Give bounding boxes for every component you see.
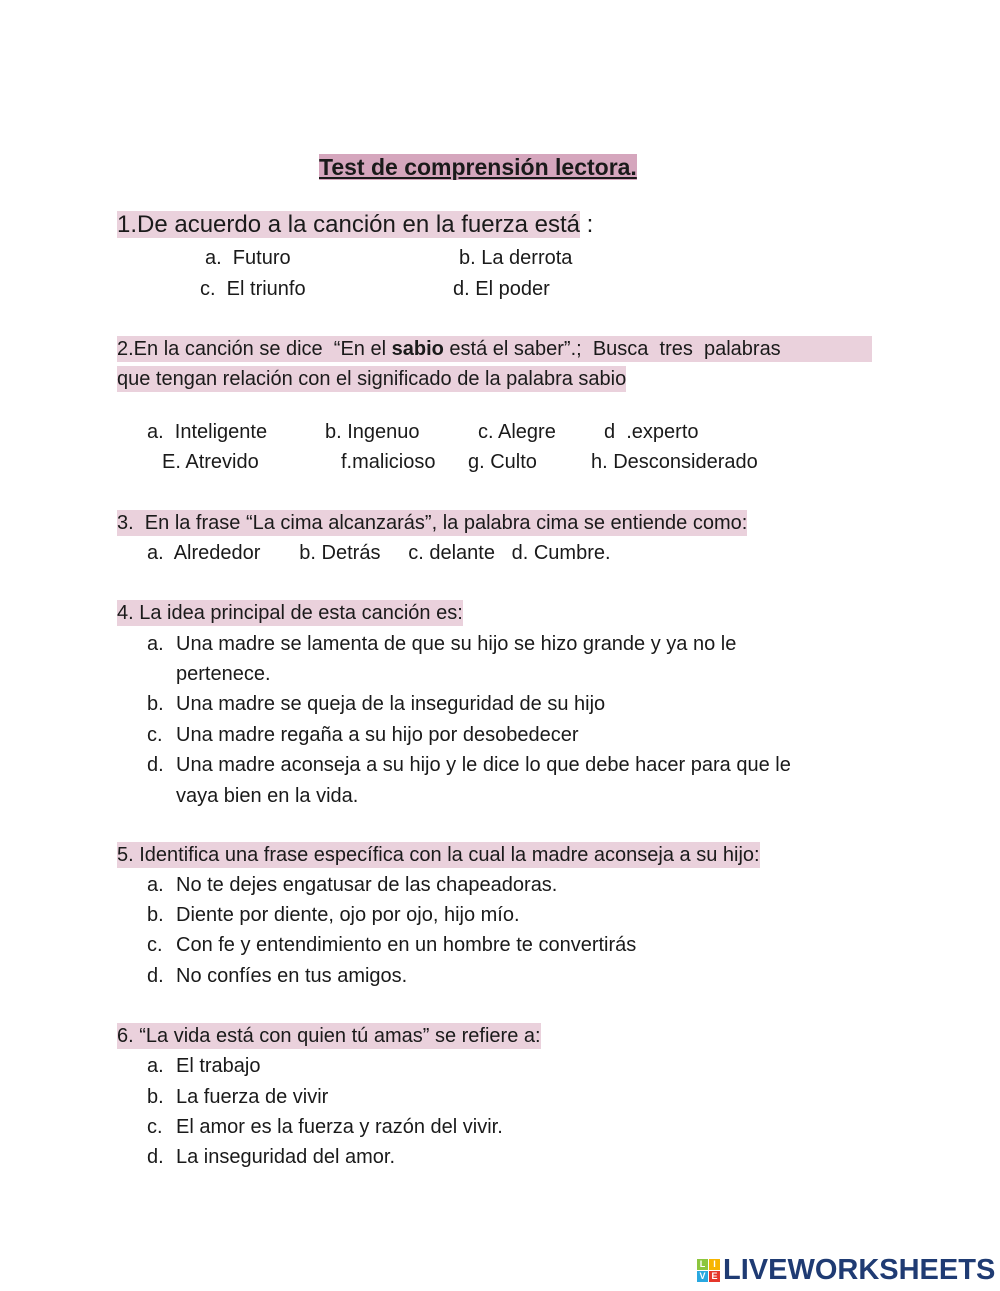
option[interactable]: Una madre aconseja a su hijo y le dice lo que debe hacer para que le [176, 754, 791, 776]
option-letter: a. [147, 633, 164, 655]
option-letter: d. [147, 965, 164, 987]
question-2 [117, 336, 872, 362]
option[interactable]: g. Culto [468, 451, 537, 473]
question-4: 4. La idea principal de esta canción es: [117, 602, 463, 624]
question-3-options[interactable]: a. Alrededor b. Detrás c. delante d. Cumbre. [147, 542, 611, 564]
option[interactable]: No te dejes engatusar de las chapeadoras. [176, 874, 558, 896]
option[interactable]: b. Ingenuo [325, 421, 420, 443]
page-title: Test de comprensión lectora. [319, 154, 637, 180]
question-3: 3. En la frase “La cima alcanzarás”, la palabra cima se entiende como: [117, 512, 748, 534]
question-1-colon: : [579, 211, 594, 238]
option[interactable]: h. Desconsiderado [591, 451, 758, 473]
logo-block: V [697, 1271, 708, 1282]
option-letter: c. [147, 934, 163, 956]
option-letter: a. [147, 874, 164, 896]
option[interactable]: a. Inteligente [147, 421, 268, 443]
logo-text: LIVEWORKSHEETS [723, 1254, 996, 1286]
option[interactable]: b. La derrota [459, 247, 573, 269]
question-1 [117, 210, 593, 240]
option-letter: c. [147, 724, 163, 746]
option[interactable]: c. Alegre [478, 421, 556, 443]
logo-block: L [697, 1259, 708, 1270]
option-letter: b. [147, 904, 164, 926]
option[interactable]: f.malicioso [341, 451, 436, 473]
option[interactable]: d .experto [604, 421, 699, 443]
option[interactable]: No confíes en tus amigos. [176, 965, 408, 987]
liveworksheets-logo [697, 1254, 995, 1287]
option-letter: d. [147, 754, 164, 776]
option[interactable]: d. El poder [453, 278, 550, 300]
logo-blocks-icon [697, 1259, 720, 1282]
option[interactable]: a. Futuro [205, 247, 291, 269]
option[interactable]: Una madre se queja de la inseguridad de su hijo [176, 693, 606, 715]
option[interactable]: El trabajo [176, 1055, 261, 1077]
option[interactable]: Diente por diente, ojo por ojo, hijo mío. [176, 904, 520, 926]
option[interactable]: c. El triunfo [200, 278, 306, 300]
q2-text: 2.En la canción se dice “En el [117, 338, 392, 360]
question-2-line2: que tengan relación con el significado de la palabra sabio [117, 368, 627, 390]
option-cont[interactable]: pertenece. [176, 663, 271, 685]
option-letter: a. [147, 1055, 164, 1077]
logo-block: E [709, 1271, 720, 1282]
option[interactable]: La inseguridad del amor. [176, 1146, 396, 1168]
logo-block: I [709, 1259, 720, 1270]
question-6: 6. “La vida está con quien tú amas” se refiere a: [117, 1025, 541, 1047]
option-cont[interactable]: vaya bien en la vida. [176, 785, 359, 807]
option-letter: b. [147, 693, 164, 715]
option[interactable]: El amor es la fuerza y razón del vivir. [176, 1116, 503, 1138]
option-letter: d. [147, 1146, 164, 1168]
option[interactable]: La fuerza de vivir [176, 1086, 329, 1108]
question-5: 5. Identifica una frase específica con la cual la madre aconseja a su hijo: [117, 844, 760, 866]
q2-bold-word: sabio [391, 338, 444, 360]
option[interactable]: E. Atrevido [162, 451, 259, 473]
option[interactable]: Una madre regaña a su hijo por desobedecer [176, 724, 579, 746]
option-letter: c. [147, 1116, 163, 1138]
q2-text-end: está el saber”.; Busca tres palabras [443, 338, 781, 360]
option-letter: b. [147, 1086, 164, 1108]
option[interactable]: Con fe y entendimiento en un hombre te convertirás [176, 934, 637, 956]
option[interactable]: Una madre se lamenta de que su hijo se hizo grande y ya no le [176, 633, 737, 655]
question-1-text: 1.De acuerdo a la canción en la fuerza está [117, 211, 580, 238]
